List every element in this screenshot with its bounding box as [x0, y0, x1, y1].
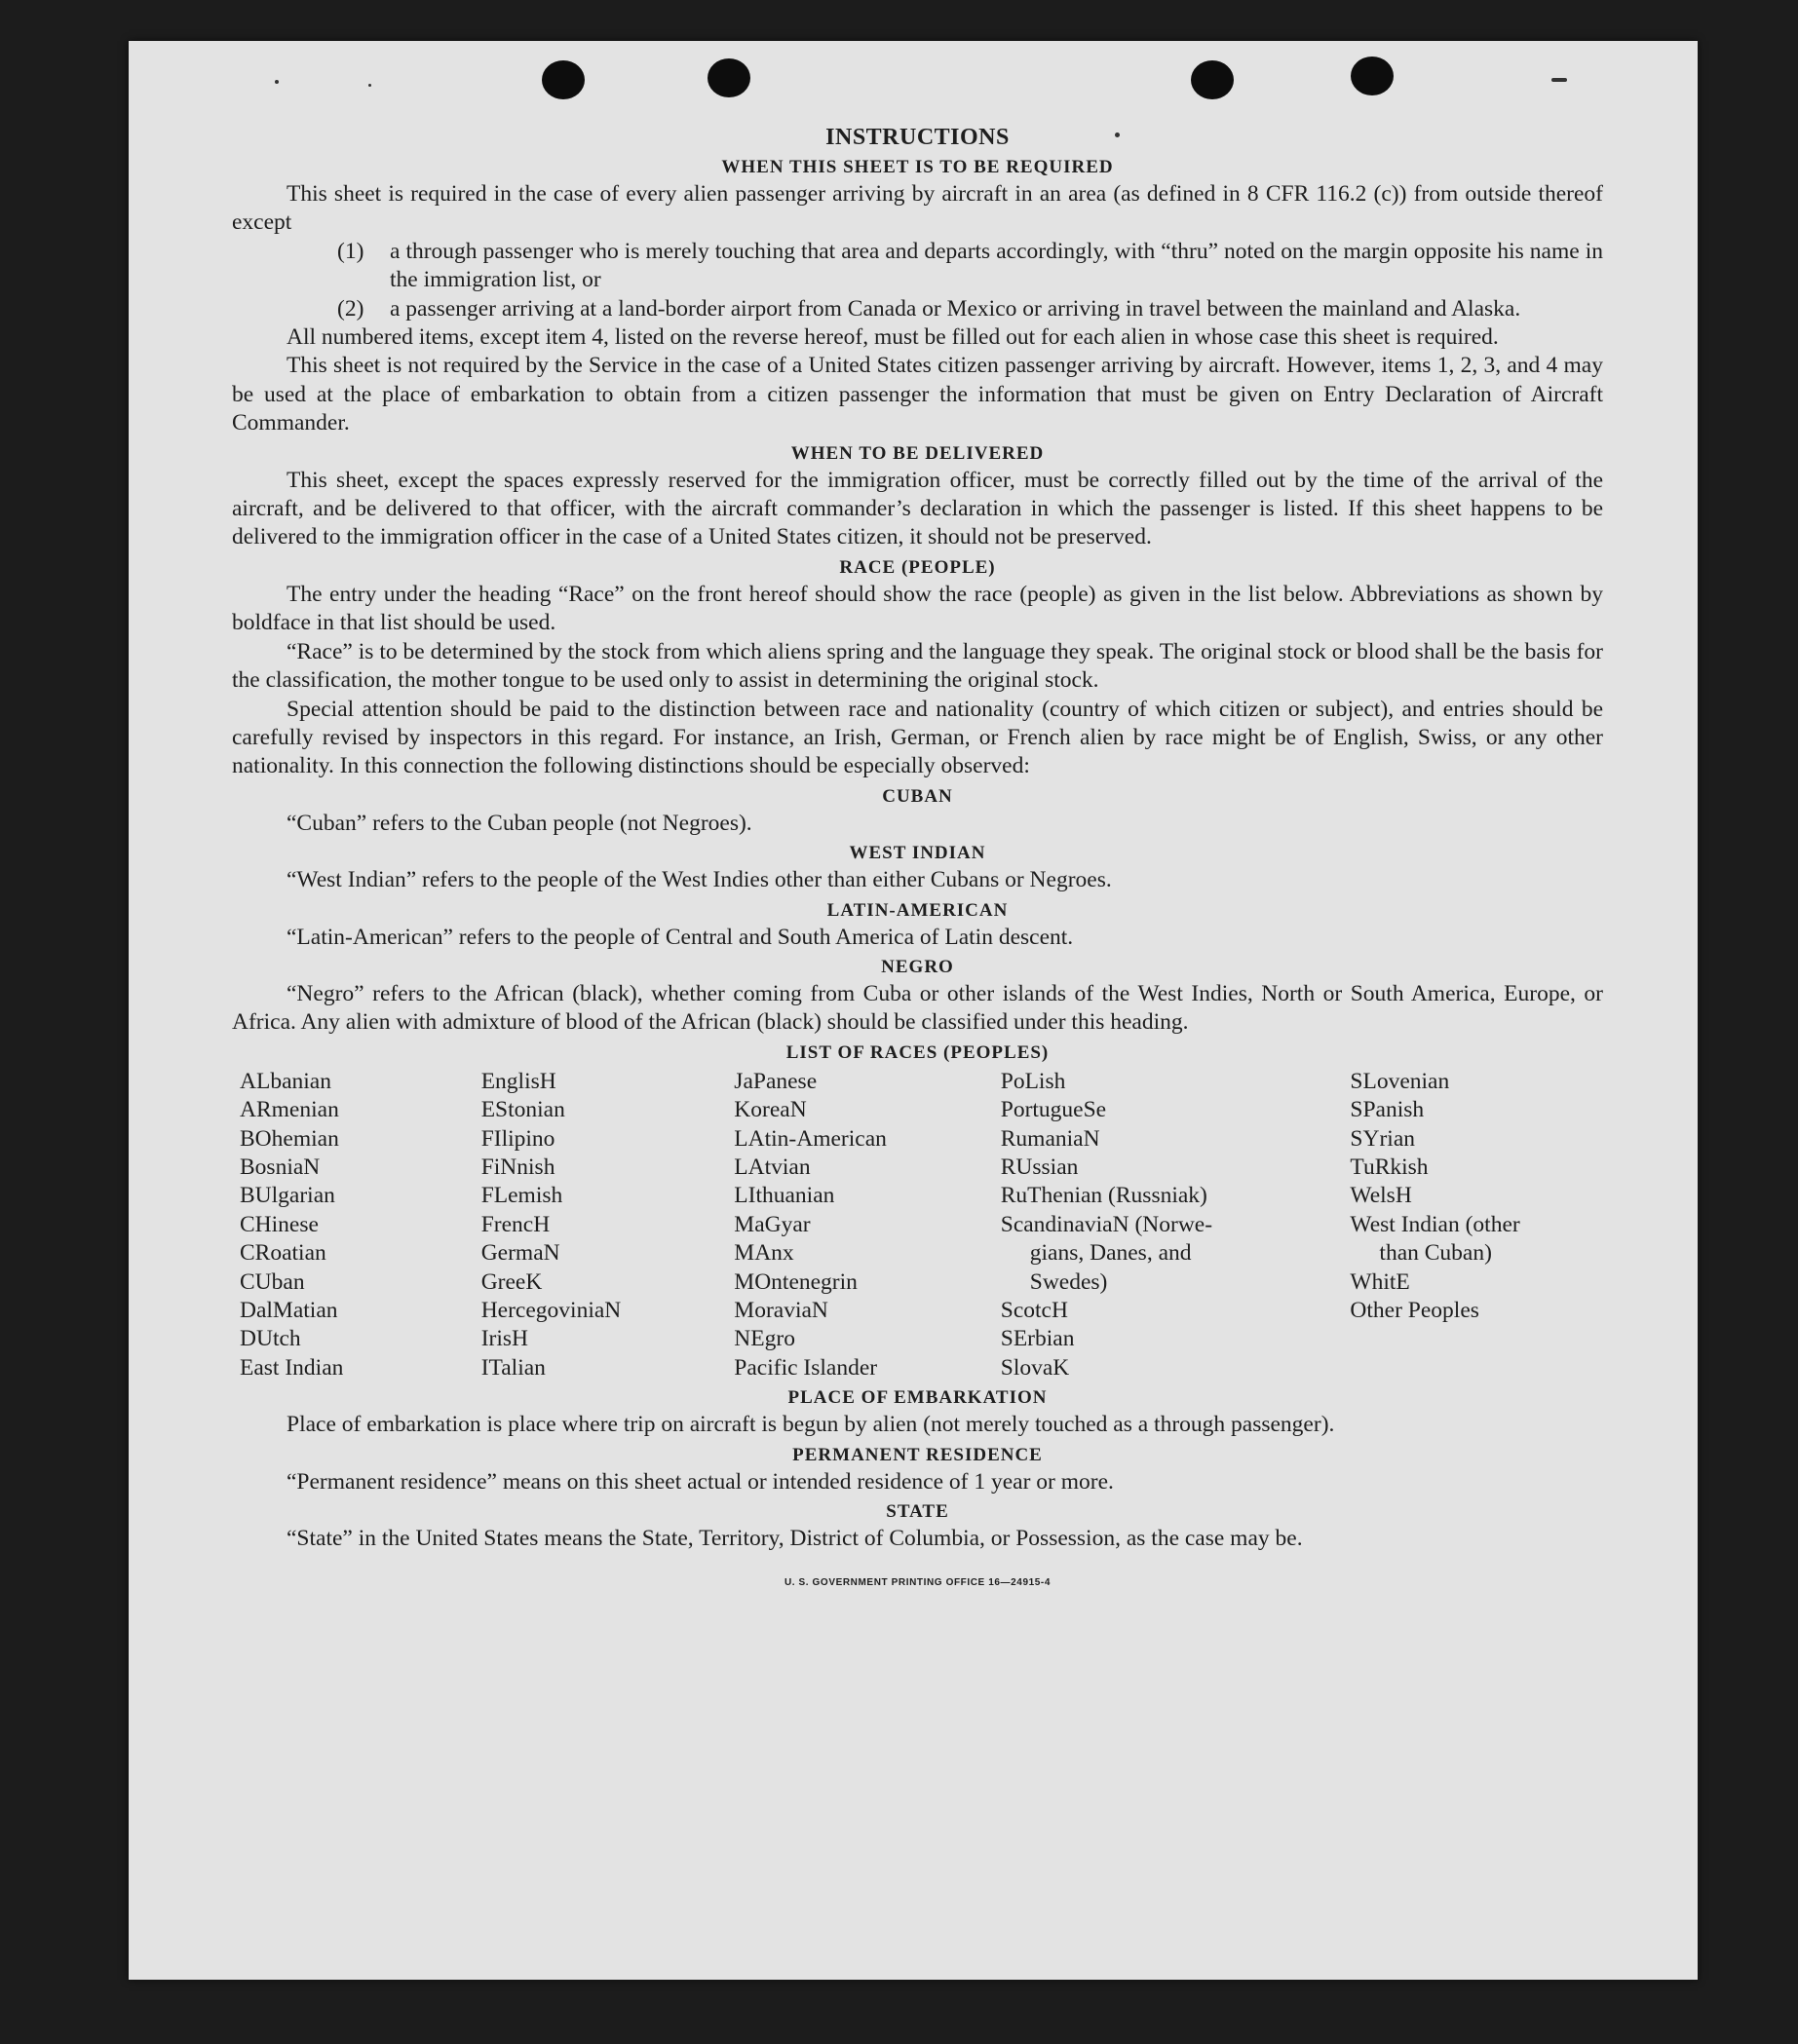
- race-entry: West Indian (other: [1350, 1211, 1520, 1237]
- punch-hole: [542, 60, 585, 99]
- race-entry: GermaN: [480, 1240, 560, 1267]
- section-heading-state: STATE: [886, 1501, 949, 1523]
- race-entry: ALbanian: [240, 1068, 331, 1094]
- race-entry: LAtin-American: [734, 1125, 887, 1152]
- race-entry: ITalian: [480, 1354, 546, 1381]
- race-entry: RUssian: [1000, 1154, 1079, 1180]
- race-entry: SlovaK: [1000, 1354, 1070, 1381]
- punch-hole: [1351, 57, 1394, 95]
- race-entry: FIlipino: [480, 1125, 555, 1152]
- section-heading-west-indian: WEST INDIAN: [849, 843, 986, 864]
- race-entry: Other Peoples: [1350, 1298, 1479, 1323]
- race-entry-continued: gians, Danes, and: [1029, 1240, 1192, 1267]
- section-heading-negro: NEGRO: [881, 956, 954, 977]
- race-column-2: [481, 1068, 735, 1382]
- race-paragraph-1: The entry under the heading “Race” on the front hereof should show the race (people) as given in the list below. Abbreviations as shown by boldface in that list should be used.: [232, 581, 1603, 636]
- race-entry: MOntenegrin: [734, 1268, 858, 1295]
- race-entry: CUban: [240, 1268, 305, 1295]
- section-heading-race: RACE (PEOPLE): [839, 556, 996, 578]
- race-entry: NEgro: [734, 1326, 795, 1352]
- section-heading-required: WHEN THIS SHEET IS TO BE REQUIRED: [721, 157, 1114, 177]
- section-heading-residence: PERMANENT RESIDENCE: [792, 1444, 1043, 1465]
- race-entry: CRoatian: [240, 1240, 326, 1267]
- race-entry: East Indian: [240, 1354, 344, 1381]
- race-entry: FLemish: [480, 1183, 563, 1209]
- race-entry: GreeK: [480, 1268, 543, 1295]
- page-title: INSTRUCTIONS: [825, 125, 1010, 150]
- race-entry: SErbian: [1000, 1326, 1075, 1352]
- document-page: [129, 41, 1698, 1980]
- punch-hole: [1191, 60, 1234, 99]
- state-text: “State” in the United States means the State, Territory, District of Columbia, or Possession, as the case may be.: [287, 1526, 1303, 1552]
- race-entry: TuRkish: [1350, 1154, 1429, 1180]
- race-entry: CHinese: [240, 1211, 319, 1237]
- cuban-text: “Cuban” refers to the Cuban people (not Negroes).: [287, 810, 752, 836]
- race-entry: IrisH: [480, 1326, 528, 1352]
- race-column-5: [1350, 1068, 1603, 1382]
- race-entry-continued: Swedes): [1029, 1268, 1108, 1295]
- race-entry: LAtvian: [734, 1154, 811, 1180]
- section-heading-cuban: CUBAN: [882, 785, 953, 807]
- race-entry: BosniaN: [240, 1154, 321, 1180]
- negro-text: “Negro” refers to the African (black), whether coming from Cuba or other islands of the West Indies, North or South America, Europe, or Africa. Any alien with admixture of blood of the African (black) should be classified under this heading.: [232, 980, 1603, 1036]
- race-column-1: [232, 1068, 481, 1382]
- section-heading-embarkation: PLACE OF EMBARKATION: [787, 1387, 1048, 1409]
- race-entry: KoreaN: [734, 1097, 807, 1123]
- race-paragraph-3: Special attention should be paid to the distinction between race and nationality (country of which citizen or subject), and entries should be carefully revised by inspectors in this regard. For instance, an Irish, German, or French alien by race might be of English, Swiss, or any other nationality. In this connection the following distinctions should be especially observed:: [232, 696, 1603, 779]
- race-entry: SPanish: [1350, 1097, 1425, 1123]
- latin-american-text: “Latin-American” refers to the people of Central and South America of Latin descent.: [287, 924, 1074, 950]
- punch-hole: [708, 58, 750, 97]
- required-paragraph-2: All numbered items, except item 4, listed on the reverse hereof, must be filled out for each alien in whose case this sheet is required.: [287, 324, 1499, 351]
- required-paragraph-3: This sheet is not required by the Service in the case of a United States citizen passenger arriving by aircraft. However, items 1, 2, 3, and 4 may be used at the place of embarkation to obtain from a citizen passenger the information that must be given on Entry Declaration of Aircraft Commander.: [232, 353, 1603, 436]
- section-heading-list-of-races: LIST OF RACES (PEOPLES): [785, 1041, 1050, 1063]
- embarkation-text: Place of embarkation is place where trip on aircraft is begun by alien (not merely touched as a through passenger).: [287, 1412, 1335, 1438]
- race-entry: MAnx: [734, 1240, 794, 1267]
- item-text: a passenger arriving at a land-border airport from Canada or Mexico or arriving in travel between the mainland and Alaska.: [390, 295, 1521, 322]
- race-entry: EnglisH: [480, 1068, 556, 1094]
- race-entry: PoLish: [1000, 1068, 1066, 1094]
- printing-office-footer: U. S. GOVERNMENT PRINTING OFFICE 16—24915-4: [784, 1577, 1052, 1589]
- section-heading-latin-american: LATIN-AMERICAN: [826, 899, 1009, 921]
- race-entry: ScandinaviaN (Norwe-: [1000, 1211, 1213, 1237]
- race-entry: WhitE: [1350, 1268, 1410, 1295]
- speck: [368, 84, 371, 87]
- race-entry: DUtch: [240, 1326, 301, 1352]
- section-heading-delivered: WHEN TO BE DELIVERED: [790, 442, 1045, 464]
- race-column-4: [1001, 1068, 1351, 1382]
- exception-item-2: [337, 295, 1603, 323]
- race-entry: RuThenian (Russniak): [1000, 1183, 1207, 1209]
- race-entry: MaGyar: [734, 1211, 811, 1237]
- race-paragraph-2: “Race” is to be determined by the stock from which aliens spring and the language they speak. The original stock or blood shall be the basis for the classification, the mother tongue to be used only to assist in determining the original stock.: [232, 638, 1603, 694]
- item-number: (1): [337, 238, 364, 264]
- race-entry: PortugueSe: [1000, 1097, 1107, 1123]
- item-text: a through passenger who is merely touching that area and departs accordingly, with “thru” noted on the margin opposite his name in the immigration list, or: [390, 238, 1603, 293]
- residence-text: “Permanent residence” means on this sheet actual or intended residence of 1 year or more.: [287, 1468, 1114, 1495]
- instructions-content: [232, 121, 1603, 1598]
- race-entry: HercegoviniaN: [480, 1298, 622, 1323]
- race-list: [232, 1068, 1603, 1382]
- required-paragraph-1: This sheet is required in the case of every alien passenger arriving by aircraft in an area (as defined in 8 CFR 116.2 (c)) from outside thereof except: [232, 181, 1603, 236]
- race-entry: WelsH: [1350, 1183, 1412, 1209]
- race-column-3: [734, 1068, 1000, 1382]
- race-entry: ARmenian: [240, 1097, 339, 1123]
- race-entry: ScotcH: [1000, 1298, 1068, 1323]
- race-entry: BUlgarian: [240, 1183, 335, 1209]
- speck: [1551, 78, 1567, 82]
- race-entry: RumaniaN: [1000, 1125, 1100, 1152]
- race-entry: MoraviaN: [734, 1298, 828, 1323]
- race-entry: FrencH: [480, 1211, 551, 1237]
- delivered-paragraph: This sheet, except the spaces expressly reserved for the immigration officer, must be correctly filled out by the time of the arrival of the aircraft, and be delivered to that officer, with the aircraft commander’s declaration in which the passenger is listed. If this sheet happens to be delivered to the immigration officer in the case of a United States citizen, it should not be preserved.: [232, 467, 1603, 550]
- exception-item-1: [337, 238, 1603, 295]
- race-entry: SYrian: [1350, 1125, 1415, 1152]
- race-entry: JaPanese: [734, 1068, 818, 1094]
- race-entry-continued: than Cuban): [1379, 1240, 1492, 1267]
- race-entry: EStonian: [480, 1097, 565, 1123]
- race-entry: SLovenian: [1350, 1068, 1450, 1094]
- race-entry: DalMatian: [240, 1298, 338, 1323]
- west-indian-text: “West Indian” refers to the people of the West Indies other than either Cubans or Negroes.: [287, 867, 1112, 893]
- race-entry: BOhemian: [240, 1125, 339, 1152]
- item-number: (2): [337, 295, 364, 322]
- race-entry: Pacific Islander: [734, 1354, 878, 1381]
- speck: [275, 80, 279, 84]
- race-entry: FiNnish: [480, 1154, 555, 1180]
- race-entry: LIthuanian: [734, 1183, 835, 1209]
